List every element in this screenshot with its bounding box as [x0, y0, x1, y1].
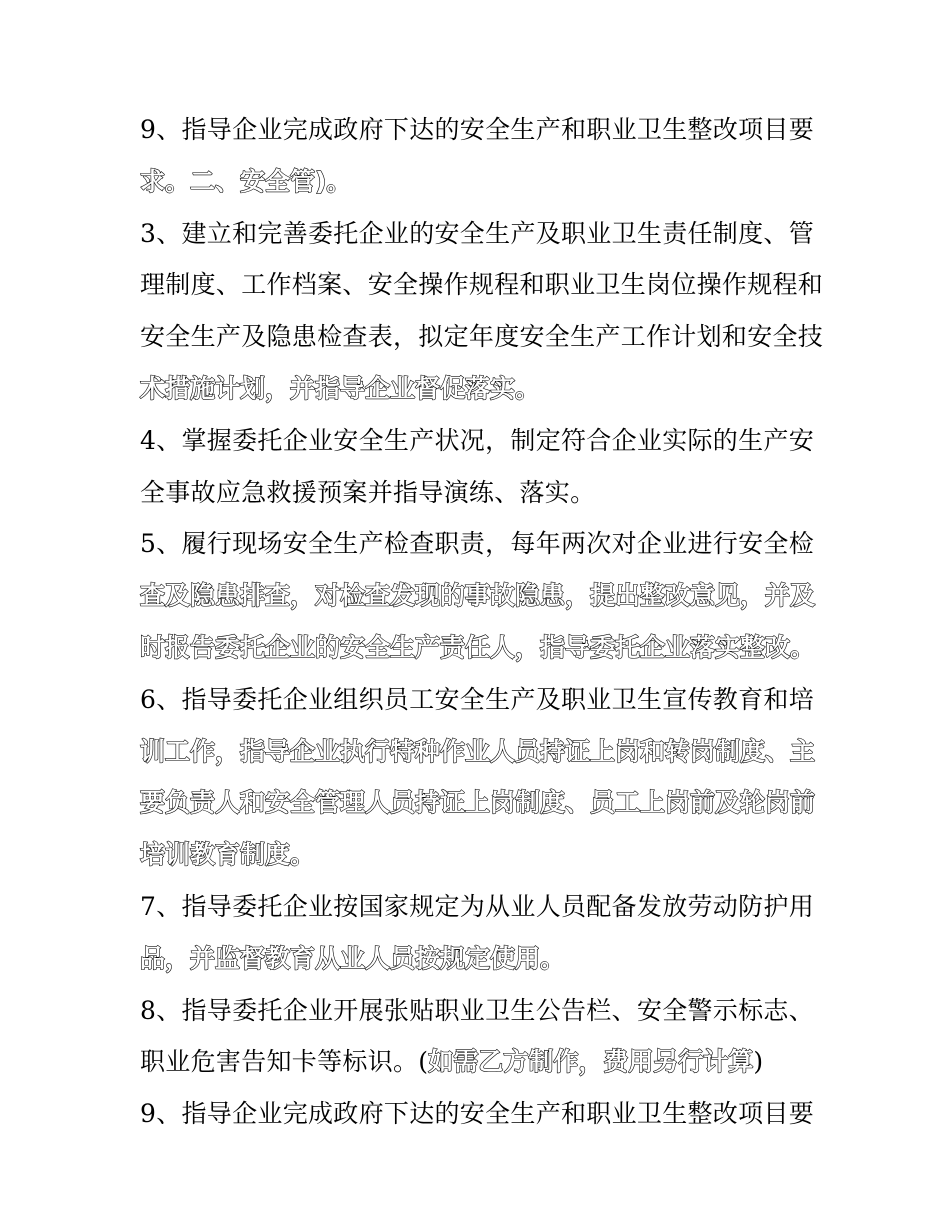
text-line: [140, 829, 820, 881]
text-line: [140, 259, 824, 311]
body-text: 6、指导委托企业组织员工安全生产及职业卫生宣传教育和培: [140, 684, 815, 714]
body-text: 3、建立和完善委托企业的安全生产及职业卫生责任制度、管: [140, 218, 815, 248]
text-line: [140, 777, 820, 829]
body-text: 7、指导委托企业按国家规定为从业人员配备发放劳动防护用: [140, 891, 815, 921]
text-line: [140, 1036, 820, 1088]
outlined-text: 品，并监督教育从业人员按规定使用。: [140, 943, 566, 973]
text-line: [140, 622, 820, 674]
outlined-text: 训工作，指导企业执行特种作业人员持证上岗和转岗制度、主: [140, 736, 816, 766]
text-line: [140, 363, 820, 415]
outlined-text: 培训教育制度。: [140, 840, 316, 870]
body-text: 安全生产及隐患检查表，拟定年度安全生产工作计划和安全技: [140, 322, 824, 352]
text-line: [140, 311, 824, 363]
outlined-text: 如需乙方制作，费用另行计算: [428, 1047, 754, 1077]
outlined-text: 时报告委托企业的安全生产责任人，指导委托企业落实整改。: [140, 632, 816, 662]
text-line: [140, 1088, 820, 1140]
body-text: ): [753, 1047, 764, 1077]
text-line: [140, 985, 820, 1037]
text-line: [140, 104, 820, 156]
outlined-text: 求。二、安全管)。: [140, 166, 352, 196]
body-text: 理制度、工作档案、安全操作规程和职业卫生岗位操作规程和: [140, 270, 824, 300]
body-text: 5、履行现场安全生产检查职责，每年两次对企业进行安全检: [140, 529, 815, 559]
text-line: [140, 518, 820, 570]
text-line: [140, 674, 820, 726]
outlined-text: 术措施计划，并指导企业督促落实。: [140, 373, 541, 403]
outlined-text: 查及隐患排查，对检查发现的事故隐患，提出整改意见，并及: [140, 581, 816, 611]
body-text: 全事故应急救援预案并指导演练、落实。: [140, 477, 596, 507]
text-line: [140, 570, 820, 622]
text-line: [140, 933, 820, 985]
text-line: [140, 208, 820, 260]
text-line: [140, 726, 820, 778]
text-line: [140, 881, 820, 933]
body-text: 职业危害告知卡等标识。(: [140, 1047, 429, 1077]
document-body: [140, 104, 824, 1140]
body-text: 9、指导企业完成政府下达的安全生产和职业卫生整改项目要: [140, 1099, 815, 1129]
text-line: [140, 415, 820, 467]
text-line: [140, 156, 820, 208]
body-text: 8、指导委托企业开展张贴职业卫生公告栏、安全警示标志、: [140, 995, 815, 1025]
body-text: 9、指导企业完成政府下达的安全生产和职业卫生整改项目要: [140, 115, 815, 144]
body-text: 4、掌握委托企业安全生产状况，制定符合企业实际的生产安: [140, 425, 815, 455]
outlined-text: 要负责人和安全管理人员持证上岗制度、员工上岗前及轮岗前: [140, 788, 816, 818]
text-line: [140, 467, 820, 519]
